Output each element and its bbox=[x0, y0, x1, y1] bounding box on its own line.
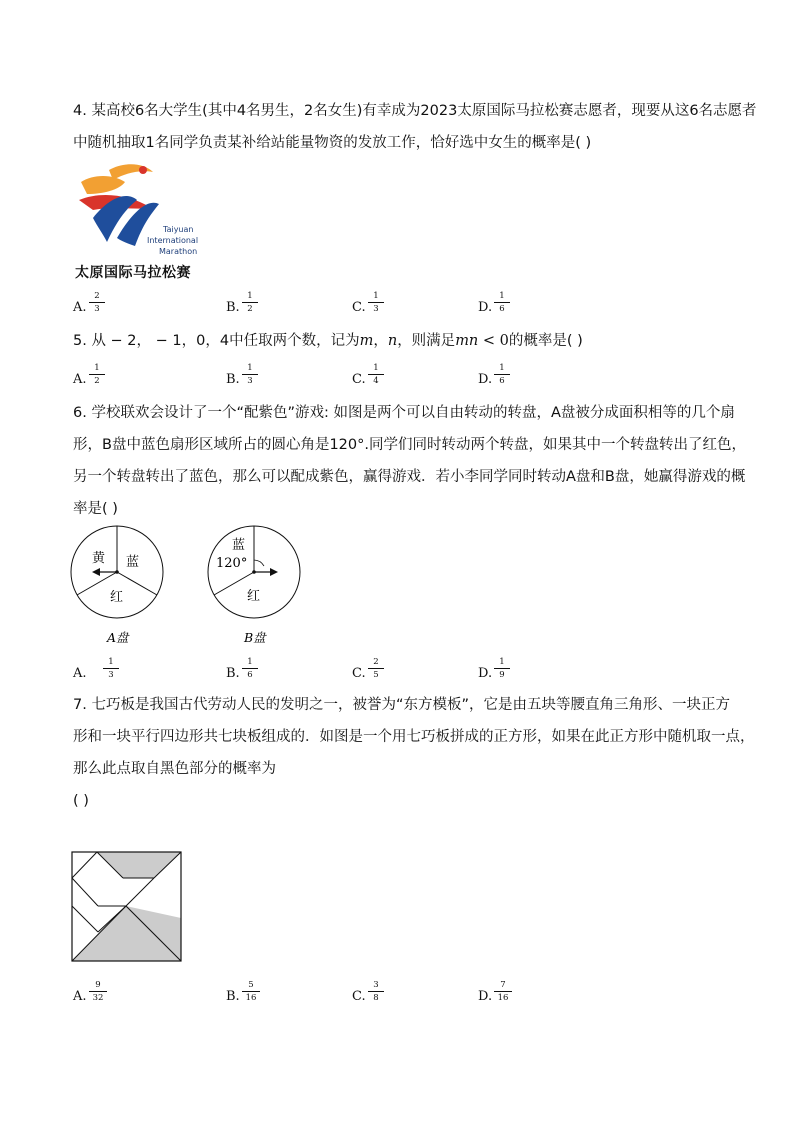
arrow-left-icon bbox=[92, 568, 100, 576]
fraction: 1 3 bbox=[103, 657, 119, 680]
logo-en-2: International bbox=[147, 236, 199, 245]
fraction: 7 16 bbox=[494, 980, 512, 1003]
fraction: 9 32 bbox=[89, 980, 107, 1003]
fraction: 1 3 bbox=[368, 291, 384, 314]
spinner-b-blue: 蓝 bbox=[232, 538, 246, 553]
q5-options: A. 1 2 B. 1 3 C. 1 4 D. 1 6 bbox=[73, 363, 733, 397]
fraction: 1 9 bbox=[494, 657, 510, 680]
q6-line-1: 6. 学校联欢会设计了一个“配紫色”游戏: 如图是两个可以自由转动的转盘，A盘被分成面积相等的几个扇 bbox=[73, 405, 735, 421]
q7-line-1: 7. 七巧板是我国古代劳动人民的发明之一，被誉为“东方模板”，它是由五块等腰直角三角形、一块正方 bbox=[73, 697, 730, 713]
fraction: 1 2 bbox=[89, 363, 105, 386]
logo-cn-text: 太原国际马拉松赛 bbox=[75, 265, 191, 281]
fraction: 1 6 bbox=[242, 657, 258, 680]
q4-line-1: 4. 某高校6名大学生(其中4名男生，2名女生)有幸成为2023太原国际马拉松赛志愿者，现要从这6名志愿者 bbox=[73, 103, 757, 119]
fraction: 1 6 bbox=[494, 363, 510, 386]
spinner-b-angle: 120° bbox=[216, 556, 248, 571]
q4-line-2: 中随机抽取1名同学负责某补给站能量物资的发放工作，恰好选中女生的概率是( ) bbox=[73, 135, 592, 151]
fraction: 1 3 bbox=[242, 363, 258, 386]
q7-line-3: 那么此点取自黑色部分的概率为 bbox=[73, 761, 276, 777]
q5-stem: 5. 从 − 2， − 1，0，4中任取两个数，记为m，n，则满足mn < 0的概率是( ) bbox=[73, 333, 583, 349]
arrow-right-icon bbox=[270, 568, 278, 576]
spinner-b-caption: B盘 bbox=[244, 630, 266, 645]
spinner-a-red: 红 bbox=[110, 590, 124, 605]
spinner-b-red: 红 bbox=[247, 589, 261, 604]
q6-line-3: 另一个转盘转出了蓝色，那么可以配成紫色，赢得游戏．若小李同学同时转动A盘和B盘，她赢得游戏的概 bbox=[73, 469, 746, 485]
logo-en-3: Marathon bbox=[159, 247, 198, 256]
fraction: 1 6 bbox=[494, 291, 510, 314]
fraction: 3 8 bbox=[368, 980, 384, 1003]
q7-line-4: ( ) bbox=[73, 793, 89, 809]
q6-line-2: 形，B盘中蓝色扇形区域所占的圆心角是120°.同学们同时转动两个转盘，如果其中一个转盘转出了红色， bbox=[73, 437, 746, 453]
fraction: 1 2 bbox=[242, 291, 258, 314]
q6-options: A. 1 3 B. 1 6 C. 2 5 D. 1 9 bbox=[73, 657, 733, 691]
spinner-a-yellow: 黄 bbox=[92, 551, 106, 566]
q7-options: A. 9 32 B. 5 16 C. 3 8 D. 7 16 bbox=[73, 980, 733, 1014]
spinner-figures bbox=[60, 520, 320, 650]
spinner-a-blue: 蓝 bbox=[126, 555, 140, 570]
spinner-a-caption: A盘 bbox=[107, 630, 129, 645]
q7-line-2: 形和一块平行四边形共七块板组成的．如图是一个用七巧板拼成的正方形，如果在此正方形中随机取一点， bbox=[73, 729, 755, 745]
q6-line-4: 率是( ) bbox=[73, 501, 118, 517]
spinner-a bbox=[71, 526, 163, 645]
q4-options: A. 2 3 B. 1 2 C. 1 3 D. 1 6 bbox=[73, 291, 733, 325]
fraction: 2 3 bbox=[89, 291, 105, 314]
fraction: 5 16 bbox=[242, 980, 260, 1003]
spinner-b bbox=[208, 526, 300, 645]
logo-en-1: Taiyuan bbox=[163, 225, 194, 234]
tangram-shaded-triangles bbox=[72, 906, 181, 961]
fraction: 1 4 bbox=[368, 363, 384, 386]
marathon-logo-icon bbox=[73, 160, 213, 260]
fraction: 2 5 bbox=[368, 657, 384, 680]
tangram-square bbox=[70, 850, 184, 964]
